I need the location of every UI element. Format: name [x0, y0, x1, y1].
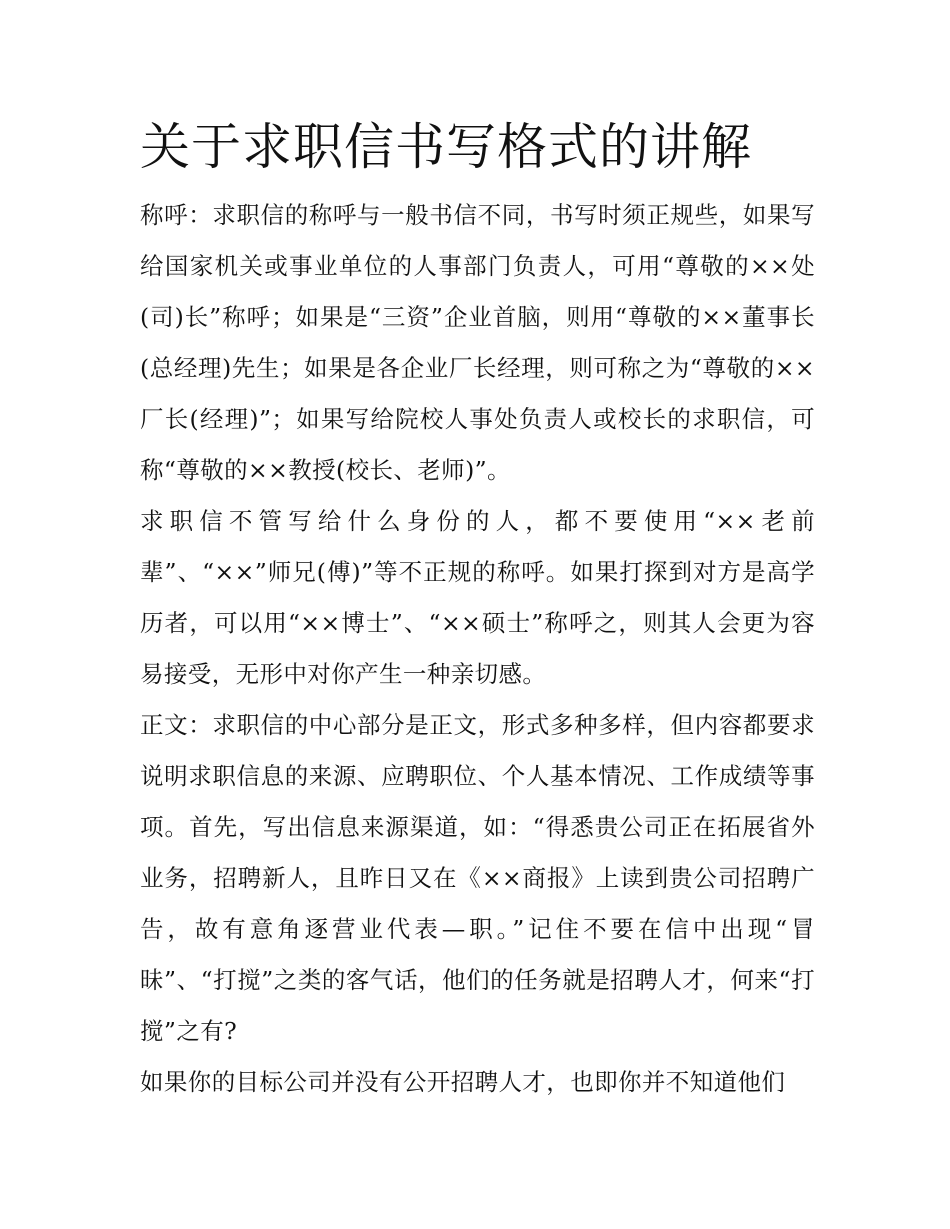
document-body: [140, 116, 815, 1108]
paragraph-body-text: 正文：求职信的中心部分是正文，形式多种多样，但内容都要求说明求职信息的来源、应聘职位、个人基本情况、工作成绩等事项。首先，写出信息来源渠道，如：“得悉贵公司正在拓展省外业务，招聘新人，且昨日又在《××商报》上读到贵公司招聘广告，故有意角逐营业代表—职。”记住不要在信中出现“冒昧”、“打搅”之类的客气话，他们的任务就是招聘人才，何来“打搅”之有?: [140, 711, 815, 1045]
paragraph-salutation-caution: 求职信不管写给什么身份的人，都不要使用“××老前辈”、“××”师兄(傅)”等不正规的称呼。如果打探到对方是高学历者，可以用“××博士”、“××硕士”称呼之，则其人会更为容易接受，无形中对你产生一种亲切感。: [140, 507, 815, 688]
document-title: 关于求职信书写格式的讲解: [140, 118, 752, 176]
paragraph-unadvertised-company: 如果你的目标公司并没有公开招聘人才，也即你并不知道他们: [140, 1068, 786, 1096]
paragraph-salutation: 称呼：求职信的称呼与一般书信不同，书写时须正规些，如果写给国家机关或事业单位的人事部门负责人，可用“尊敬的××处(司)长”称呼；如果是“三资”企业首脑，则用“尊敬的××董事长(总经理)先生；如果是各企业厂长经理，则可称之为“尊敬的××厂长(经理)”；如果写给院校人事处负责人或校长的求职信，可称“尊敬的××教授(校长、老师)”。: [140, 201, 815, 484]
